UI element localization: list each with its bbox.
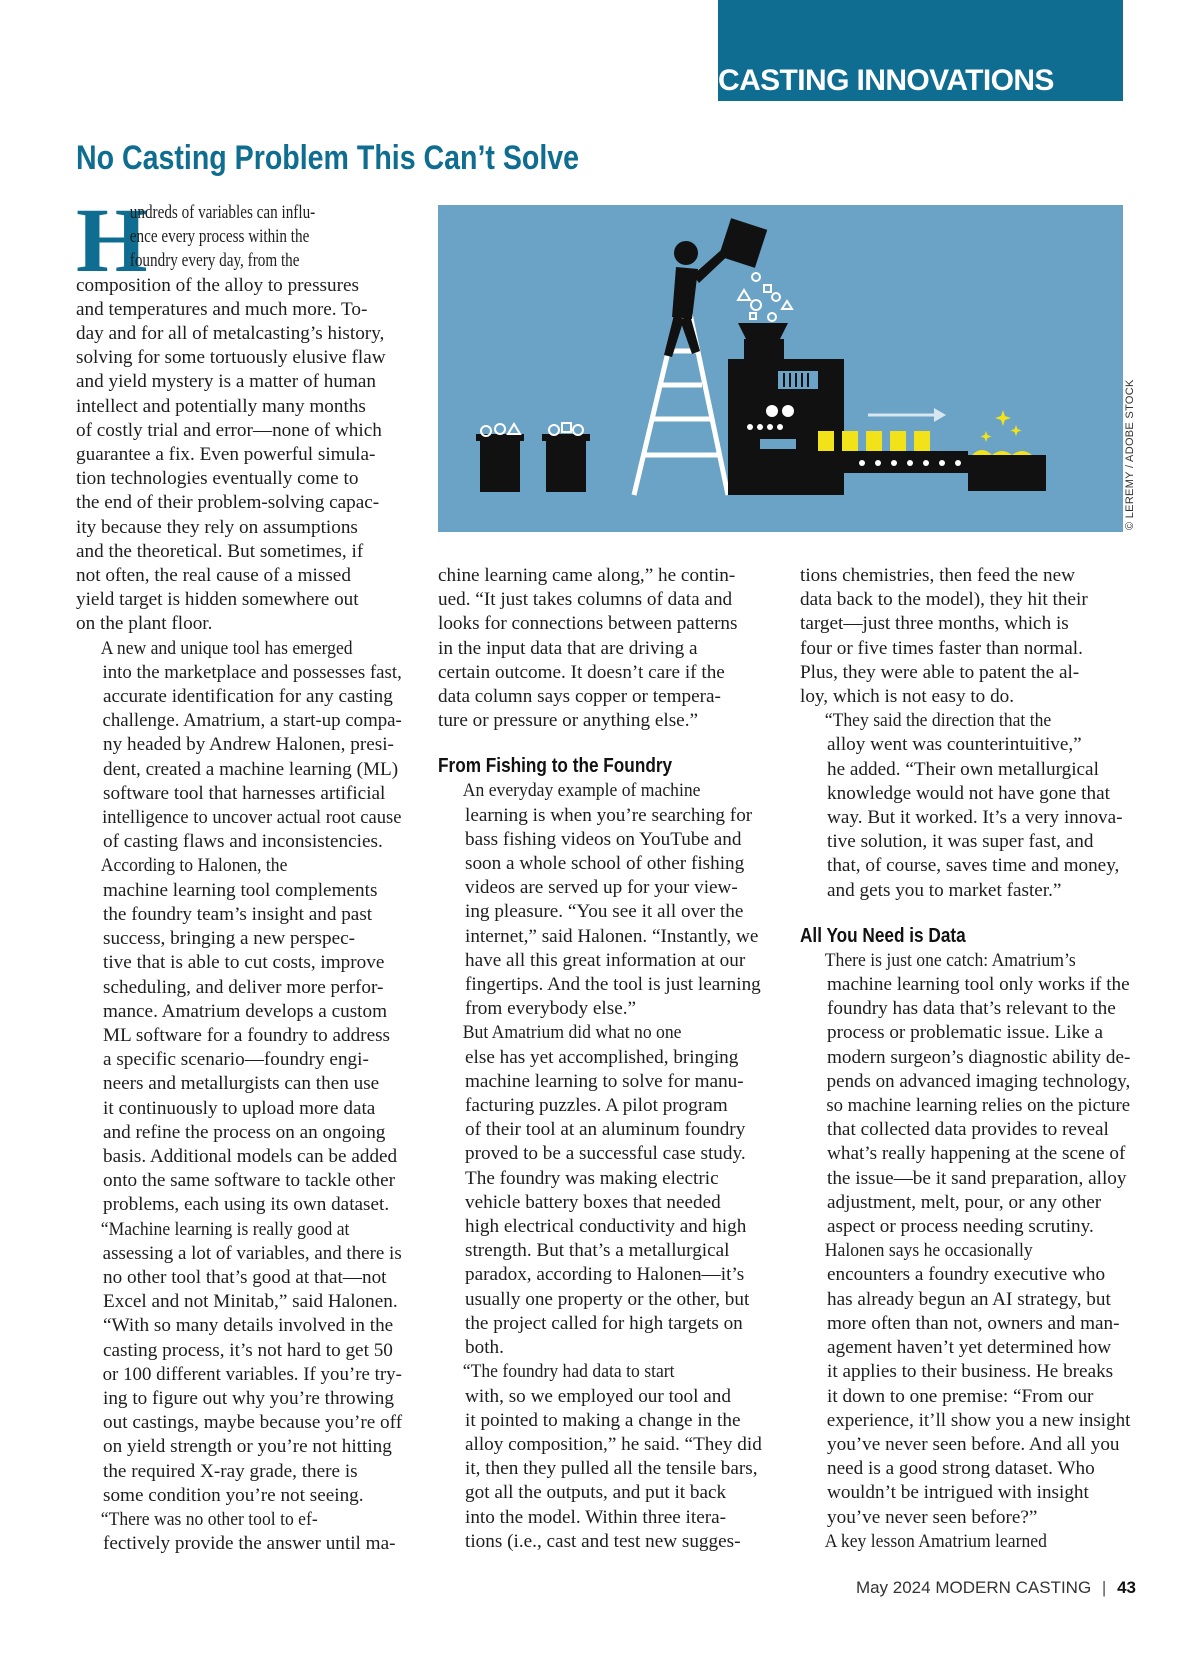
drop-cap: H: [76, 189, 148, 291]
text-line: challenge. Amatrium, a start-up compa-: [102, 710, 402, 732]
text-line: Halonen says he occasionally: [824, 1240, 1033, 1262]
text-line: casting process, it’s not hard to get 50: [103, 1339, 393, 1361]
text-line: machine learning tool only works if the: [827, 974, 1130, 996]
paragraph: [76, 1508, 402, 1556]
text-line: knowledge would not have gone that: [827, 782, 1110, 804]
text-line: “With so many details involved in the: [103, 1315, 394, 1337]
text-line: learning is when you’re searching for: [465, 804, 753, 826]
paragraph: [438, 779, 768, 1021]
text-line: of costly trial and error—none of which: [76, 419, 382, 441]
text-line: “Machine learning is really good at: [100, 1218, 350, 1240]
text-line: “There was no other tool to ef-: [100, 1508, 318, 1530]
text-line: day and for all of metalcasting’s history,: [76, 323, 385, 345]
text-line: machine learning to solve for manu-: [465, 1070, 744, 1092]
sparkle-icon: [981, 410, 1022, 442]
text-line: dent, created a machine learning (ML): [103, 758, 399, 780]
text-line: ing to figure out why you’re throwing: [103, 1387, 394, 1409]
text-line: solving for some tortuously elusive flaw: [76, 347, 386, 369]
machine-learning-illustration: [438, 205, 1123, 532]
text-line: proved to be a successful case study.: [465, 1143, 746, 1165]
text-line: onto the same software to tackle other: [103, 1170, 395, 1192]
paragraph: [438, 1360, 768, 1554]
page-footer: [856, 1578, 1136, 1598]
text-line: into the marketplace and possesses fast,: [102, 661, 402, 683]
text-line: got all the outputs, and put it back: [465, 1482, 727, 1504]
text-line: certain outcome. It doesn’t care if the: [438, 661, 725, 683]
text-line: “The foundry had data to start: [462, 1361, 675, 1383]
text-line: what’s really happening at the scene of: [827, 1143, 1126, 1165]
text-line: The foundry was making electric: [465, 1167, 719, 1189]
text-line: intelligence to uncover actual root cause: [102, 807, 402, 829]
paragraph: [76, 854, 402, 1217]
text-line: intellect and potentially many months: [76, 395, 366, 417]
text-line: on the plant floor.: [76, 613, 213, 635]
text-line: composition of the alloy to pressures: [76, 274, 359, 296]
section-heading: From Fishing to the Foundry: [438, 755, 673, 778]
text-line: so machine learning relies on the picture: [826, 1095, 1131, 1117]
text-line: more often than not, owners and man-: [827, 1312, 1120, 1334]
text-line: target—just three months, which is: [800, 613, 1069, 635]
text-line: encounters a foundry executive who: [827, 1264, 1106, 1286]
text-line: that, of course, saves time and money,: [827, 855, 1120, 877]
text-line: the end of their problem-solving capac-: [76, 492, 380, 514]
text-line: ity because they rely on assumptions: [76, 516, 358, 538]
article-column-2: [438, 564, 768, 1554]
text-line: need is a good strong dataset. Who: [827, 1458, 1095, 1480]
text-line: it applies to their business. He breaks: [827, 1361, 1114, 1383]
text-line: facturing puzzles. A pilot program: [465, 1095, 728, 1117]
text-line: A key lesson Amatrium learned: [824, 1530, 1047, 1552]
text-line: guarantee a fix. Even powerful simula-: [76, 444, 376, 466]
text-line: it pointed to making a change in the: [465, 1409, 741, 1431]
text-line: vehicle battery boxes that needed: [465, 1191, 721, 1213]
text-line: ence every process within the: [129, 226, 310, 248]
text-line: A new and unique tool has emerged: [100, 637, 353, 659]
text-line: There is just one catch: Amatrium’s: [824, 949, 1076, 971]
text-line: internet,” said Halonen. “Instantly, we: [465, 925, 759, 947]
data-shapes-icon: [738, 273, 792, 321]
paragraph: [800, 1239, 1130, 1529]
text-line: ny headed by Andrew Halonen, presi-: [103, 734, 394, 756]
text-line: else has yet accomplished, bringing: [465, 1046, 739, 1068]
text-line: you’ve never seen before?”: [827, 1506, 1038, 1528]
text-line: fingertips. And the tool is just learning: [465, 974, 761, 996]
page-number: 43: [1117, 1578, 1136, 1597]
footer-separator: |: [1101, 1578, 1107, 1597]
text-line: basis. Additional models can be added: [103, 1145, 398, 1167]
text-line: paradox, according to Halonen—it’s: [465, 1264, 745, 1286]
issue-date: May 2024: [855, 1578, 931, 1597]
text-line: modern surgeon’s diagnostic ability de-: [827, 1046, 1131, 1068]
text-line: a specific scenario—foundry engi-: [103, 1049, 369, 1071]
text-line: ued. “It just takes columns of data and: [438, 589, 733, 611]
text-line: scheduling, and deliver more perfor-: [103, 976, 384, 998]
paragraph: [76, 1218, 402, 1508]
paragraph: [438, 1021, 768, 1360]
trash-bin-icon: [476, 424, 524, 492]
text-line: “They said the direction that the: [824, 710, 1052, 732]
text-line: tion technologies eventually come to: [76, 468, 359, 490]
text-line: An everyday example of machine: [462, 780, 701, 802]
paragraph: [76, 189, 402, 637]
text-line: into the model. Within three itera-: [465, 1506, 727, 1528]
text-line: and temperatures and much more. To-: [76, 298, 368, 320]
text-line: the issue—be it sand preparation, alloy: [827, 1167, 1127, 1189]
text-line: agement haven’t yet determined how: [827, 1337, 1112, 1359]
text-line: high electrical conductivity and high: [465, 1216, 747, 1238]
text-line: you’ve never seen before. And all you: [827, 1433, 1120, 1455]
text-line: not often, the real cause of a missed: [76, 565, 351, 587]
text-line: tive that is able to cut costs, improve: [103, 952, 385, 974]
text-line: yield target is hidden somewhere out: [76, 589, 359, 611]
text-line: But Amatrium did what no one: [462, 1022, 682, 1044]
trash-bin-icon: [542, 423, 590, 492]
text-line: tive solution, it was super fast, and: [827, 831, 1094, 853]
text-line: have all this great information at our: [465, 949, 746, 971]
text-line: he added. “Their own metallurgical: [827, 758, 1099, 780]
text-line: data column says copper or tempera-: [438, 686, 721, 708]
text-line: fectively provide the answer until ma-: [103, 1533, 396, 1555]
text-line: ing pleasure. “You see it all over the: [465, 901, 744, 923]
text-line: data back to the model), they hit their: [800, 589, 1088, 611]
text-line: in the input data that are driving a: [438, 637, 698, 659]
article-title: No Casting Problem This Can’t Solve: [76, 139, 580, 177]
text-line: of casting flaws and inconsistencies.: [103, 831, 383, 853]
article-illustration: [438, 205, 1123, 532]
section-label: CASTING INNOVATIONS: [718, 64, 1054, 97]
text-line: alloy went was counterintuitive,”: [827, 734, 1082, 756]
section-heading: All You Need is Data: [800, 924, 966, 947]
text-line: accurate identification for any casting: [103, 686, 393, 708]
text-line: tions (i.e., cast and test new sugges-: [465, 1530, 741, 1552]
text-line: it down to one premise: “From our: [827, 1385, 1094, 1407]
text-line: from everybody else.”: [465, 998, 637, 1020]
text-line: According to Halonen, the: [100, 855, 288, 877]
paragraph: [800, 564, 1130, 709]
text-line: machine learning tool complements: [103, 879, 378, 901]
text-line: soon a whole school of other fishing: [465, 853, 745, 875]
text-line: looks for connections between patterns: [438, 613, 738, 635]
text-line: and gets you to market faster.”: [827, 879, 1062, 901]
text-line: with, so we employed our tool and: [465, 1385, 731, 1407]
text-line: some condition you’re not seeing.: [103, 1484, 364, 1506]
text-line: success, bringing a new perspec-: [103, 928, 356, 950]
article-column-3: [800, 564, 1130, 1554]
text-line: foundry has data that’s relevant to the: [827, 998, 1116, 1020]
paragraph: [800, 949, 1130, 1239]
text-line: that collected data provides to reveal: [827, 1119, 1109, 1141]
text-line: bass fishing videos on YouTube and: [465, 828, 742, 850]
text-line: videos are served up for your view-: [465, 877, 738, 899]
text-line: Excel and not Minitab,” said Halonen.: [103, 1291, 398, 1313]
arrow-right-icon: [868, 408, 946, 422]
text-line: experience, it’ll show you a new insight: [826, 1409, 1131, 1431]
text-line: on yield strength or you’re not hitting: [103, 1436, 392, 1458]
text-line: strength. But that’s a metallurgical: [465, 1240, 730, 1262]
text-line: and yield mystery is a matter of human: [76, 371, 376, 393]
text-line: both.: [465, 1337, 504, 1359]
text-line: undreds of variables can influ-: [129, 202, 316, 223]
text-line: adjustment, melt, pour, or any other: [827, 1191, 1102, 1213]
text-line: and the theoretical. But sometimes, if: [76, 540, 364, 562]
text-line: chine learning came along,” he contin-: [438, 565, 736, 586]
ml-machine-icon: [728, 323, 1046, 495]
photo-credit: © LEREMY / ADOBE STOCK: [1124, 379, 1136, 530]
text-line: software tool that harnesses artificial: [103, 782, 386, 804]
article-column-1: [76, 189, 403, 1556]
text-line: four or five times faster than normal.: [800, 637, 1083, 659]
text-line: neers and metallurgists can then use: [103, 1073, 380, 1095]
paragraph: [76, 637, 402, 855]
magazine-name: MODERN CASTING: [935, 1578, 1092, 1597]
text-line: pends on advanced imaging technology,: [826, 1070, 1131, 1092]
text-line: wouldn’t be intrigued with insight: [827, 1482, 1089, 1504]
text-line: process or problematic issue. Like a: [827, 1022, 1103, 1044]
text-line: the project called for high targets on: [465, 1312, 743, 1334]
text-line: ture or pressure or anything else.”: [438, 710, 699, 732]
text-line: out castings, maybe because you’re off: [103, 1412, 403, 1434]
text-line: Plus, they were able to patent the al-: [800, 661, 1080, 683]
text-line: it continuously to upload more data: [103, 1097, 376, 1119]
text-line: or 100 different variables. If you’re try-: [102, 1363, 402, 1385]
paragraph: [800, 709, 1130, 903]
paragraph: [438, 564, 768, 733]
paragraph: [800, 1530, 1130, 1554]
text-line: and refine the process on an ongoing: [103, 1121, 386, 1143]
text-line: alloy composition,” he said. “They did: [465, 1433, 762, 1455]
text-line: foundry every day, from the: [129, 250, 300, 272]
text-line: ML software for a foundry to address: [103, 1024, 391, 1046]
text-line: loy, which is not easy to do.: [800, 686, 1015, 708]
text-line: has already begun an AI strategy, but: [827, 1288, 1111, 1310]
text-line: it, then they pulled all the tensile bars,: [465, 1458, 758, 1480]
text-line: usually one property or the other, but: [465, 1288, 750, 1310]
text-line: tions chemistries, then feed the new: [800, 565, 1075, 586]
text-line: aspect or process needing scrutiny.: [827, 1216, 1094, 1238]
text-line: problems, each using its own dataset.: [103, 1194, 390, 1216]
text-line: the foundry team’s insight and past: [103, 903, 373, 925]
section-tab: [718, 0, 1123, 101]
text-line: way. But it worked. It’s a very innova-: [827, 807, 1123, 829]
text-line: of their tool at an aluminum foundry: [465, 1119, 746, 1141]
text-line: the required X-ray grade, there is: [103, 1460, 358, 1482]
text-line: mance. Amatrium develops a custom: [103, 1000, 388, 1022]
text-line: no other tool that’s good at that—not: [103, 1266, 387, 1288]
text-line: assessing a lot of variables, and there is: [102, 1242, 402, 1264]
